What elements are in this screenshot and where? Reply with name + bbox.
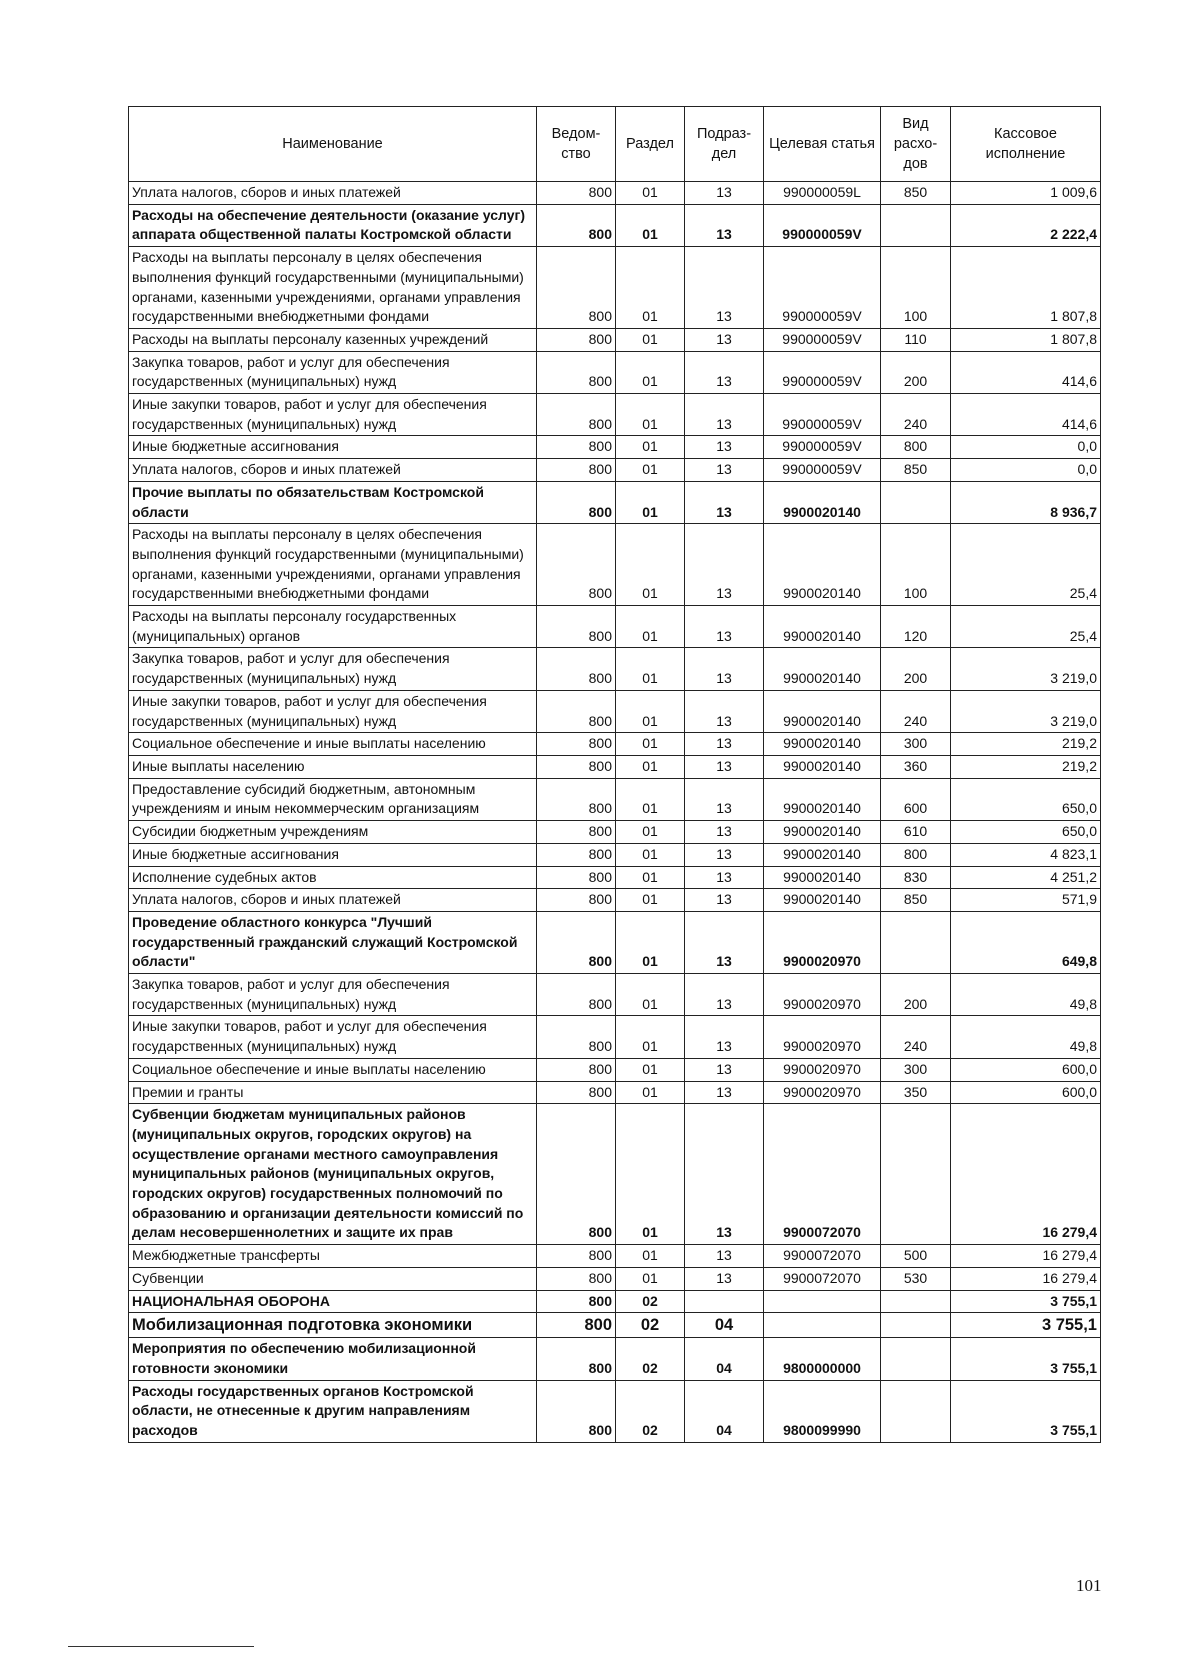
cell-kassovoe-ispolnenie: 3 219,0: [951, 648, 1101, 690]
cell-celevaya-statya: 9900020970: [764, 1058, 881, 1081]
cell-celevaya-statya: 9900020140: [764, 481, 881, 523]
table-body: [129, 182, 1101, 1443]
cell-celevaya-statya: 990000059V: [764, 328, 881, 351]
cell-kassovoe-ispolnenie: 650,0: [951, 821, 1101, 844]
cell-razdel: 01: [616, 843, 685, 866]
cell-kassovoe-ispolnenie: 650,0: [951, 778, 1101, 820]
table-row: [129, 481, 1101, 523]
table-row: [129, 1104, 1101, 1245]
cell-podrazdel: 13: [685, 459, 764, 482]
cell-kassovoe-ispolnenie: 0,0: [951, 459, 1101, 482]
cell-celevaya-statya: 9900020140: [764, 821, 881, 844]
cell-vid-rashodov: 850: [881, 182, 951, 205]
cell-kassovoe-ispolnenie: 8 936,7: [951, 481, 1101, 523]
cell-vedomstvo: 800: [537, 1338, 616, 1380]
cell-razdel: 01: [616, 1104, 685, 1245]
cell-vid-rashodov: [881, 1313, 951, 1338]
cell-vedomstvo: 800: [537, 247, 616, 329]
table-row: [129, 866, 1101, 889]
cell-celevaya-statya: 9900020140: [764, 843, 881, 866]
cell-vid-rashodov: 800: [881, 436, 951, 459]
table-row: [129, 1313, 1101, 1338]
cell-vid-rashodov: 500: [881, 1245, 951, 1268]
cell-vid-rashodov: 350: [881, 1081, 951, 1104]
cell-celevaya-statya: 990000059L: [764, 182, 881, 205]
table-row: [129, 247, 1101, 329]
cell-name: Расходы на выплаты персоналу казенных учреждений: [129, 328, 537, 351]
cell-razdel: 01: [616, 247, 685, 329]
table-row: [129, 1245, 1101, 1268]
cell-razdel: 01: [616, 866, 685, 889]
cell-name: Расходы на выплаты персоналу в целях обеспечения выполнения функций государственными (муниципальными) органами, казенными учреждениями, органами управления государственными внебюджетными фондами: [129, 247, 537, 329]
cell-celevaya-statya: 9900020970: [764, 1016, 881, 1058]
cell-vedomstvo: 800: [537, 1058, 616, 1081]
cell-podrazdel: 13: [685, 1267, 764, 1290]
table-row: [129, 1290, 1101, 1313]
cell-vedomstvo: 800: [537, 481, 616, 523]
cell-vedomstvo: 800: [537, 648, 616, 690]
cell-name: Расходы на выплаты персоналу государственных (муниципальных) органов: [129, 606, 537, 648]
cell-vid-rashodov: 600: [881, 778, 951, 820]
cell-podrazdel: 13: [685, 394, 764, 436]
cell-razdel: 01: [616, 328, 685, 351]
cell-razdel: 01: [616, 648, 685, 690]
cell-podrazdel: 13: [685, 778, 764, 820]
cell-vid-rashodov: 830: [881, 866, 951, 889]
cell-celevaya-statya: 9900020970: [764, 974, 881, 1016]
cell-razdel: 01: [616, 733, 685, 756]
cell-vedomstvo: 800: [537, 436, 616, 459]
cell-vedomstvo: 800: [537, 1290, 616, 1313]
table-row: [129, 648, 1101, 690]
table-row: [129, 436, 1101, 459]
footnote-divider: [68, 1646, 254, 1647]
table-row: [129, 843, 1101, 866]
table-row: [129, 911, 1101, 973]
cell-podrazdel: 13: [685, 843, 764, 866]
table-row: [129, 1081, 1101, 1104]
cell-razdel: 01: [616, 204, 685, 246]
table-row: [129, 889, 1101, 912]
cell-vedomstvo: 800: [537, 733, 616, 756]
cell-vid-rashodov: 850: [881, 459, 951, 482]
cell-razdel: 01: [616, 821, 685, 844]
cell-kassovoe-ispolnenie: 25,4: [951, 524, 1101, 606]
cell-name: Субвенции бюджетам муниципальных районов (муниципальных округов, городских округов) на осуществление органами местного самоуправления муниципальных районов (муниципальных округов, городских округов) государственных полномочий по образованию и организации деятельности комиссий по делам несовершеннолетних и защите их прав: [129, 1104, 537, 1245]
cell-vid-rashodov: [881, 1338, 951, 1380]
cell-podrazdel: 13: [685, 911, 764, 973]
cell-podrazdel: 13: [685, 606, 764, 648]
table-row: [129, 974, 1101, 1016]
table-row: [129, 1058, 1101, 1081]
cell-kassovoe-ispolnenie: 16 279,4: [951, 1245, 1101, 1268]
cell-vedomstvo: 800: [537, 182, 616, 205]
cell-podrazdel: 13: [685, 328, 764, 351]
cell-kassovoe-ispolnenie: 1 009,6: [951, 182, 1101, 205]
cell-vid-rashodov: [881, 1380, 951, 1442]
cell-razdel: 01: [616, 1267, 685, 1290]
cell-podrazdel: 13: [685, 1245, 764, 1268]
cell-name: Мероприятия по обеспечению мобилизационной готовности экономики: [129, 1338, 537, 1380]
cell-kassovoe-ispolnenie: 600,0: [951, 1081, 1101, 1104]
cell-kassovoe-ispolnenie: 3 755,1: [951, 1290, 1101, 1313]
cell-vid-rashodov: [881, 1104, 951, 1245]
cell-name: Социальное обеспечение и иные выплаты населению: [129, 733, 537, 756]
cell-name: Иные закупки товаров, работ и услуг для обеспечения государственных (муниципальных) нужд: [129, 394, 537, 436]
cell-name: Проведение областного конкурса "Лучший государственный гражданский служащий Костромской области": [129, 911, 537, 973]
budget-table: [128, 106, 1101, 1443]
cell-kassovoe-ispolnenie: 1 807,8: [951, 328, 1101, 351]
cell-vid-rashodov: 200: [881, 351, 951, 393]
cell-name: Иные закупки товаров, работ и услуг для обеспечения государственных (муниципальных) нужд: [129, 690, 537, 732]
cell-name: Межбюджетные трансферты: [129, 1245, 537, 1268]
cell-celevaya-statya: 9900020140: [764, 889, 881, 912]
cell-razdel: 01: [616, 481, 685, 523]
cell-vid-rashodov: 240: [881, 690, 951, 732]
table-row: [129, 821, 1101, 844]
cell-vedomstvo: 800: [537, 866, 616, 889]
cell-vid-rashodov: [881, 481, 951, 523]
cell-celevaya-statya: 9900020140: [764, 755, 881, 778]
cell-vedomstvo: 800: [537, 821, 616, 844]
cell-celevaya-statya: 9900020140: [764, 524, 881, 606]
cell-vid-rashodov: 100: [881, 247, 951, 329]
cell-podrazdel: 13: [685, 182, 764, 205]
cell-vedomstvo: 800: [537, 889, 616, 912]
cell-vid-rashodov: 300: [881, 1058, 951, 1081]
cell-celevaya-statya: 9900072070: [764, 1245, 881, 1268]
cell-podrazdel: 13: [685, 1016, 764, 1058]
cell-podrazdel: 13: [685, 1104, 764, 1245]
table-row: [129, 328, 1101, 351]
cell-vedomstvo: 800: [537, 974, 616, 1016]
table-row: [129, 1016, 1101, 1058]
cell-celevaya-statya: 9900020140: [764, 648, 881, 690]
cell-podrazdel: 13: [685, 866, 764, 889]
cell-vedomstvo: 800: [537, 606, 616, 648]
col-header-podrazdel: Подраз-дел: [685, 107, 764, 182]
cell-celevaya-statya: 9900020140: [764, 606, 881, 648]
cell-podrazdel: 13: [685, 755, 764, 778]
cell-name: НАЦИОНАЛЬНАЯ ОБОРОНА: [129, 1290, 537, 1313]
cell-vid-rashodov: [881, 204, 951, 246]
cell-vid-rashodov: 200: [881, 648, 951, 690]
cell-celevaya-statya: 990000059V: [764, 351, 881, 393]
cell-vid-rashodov: [881, 1290, 951, 1313]
cell-vedomstvo: 800: [537, 1081, 616, 1104]
table-row: [129, 690, 1101, 732]
table-row: [129, 755, 1101, 778]
table-row: [129, 733, 1101, 756]
table-row: [129, 351, 1101, 393]
cell-kassovoe-ispolnenie: 0,0: [951, 436, 1101, 459]
cell-razdel: 01: [616, 1016, 685, 1058]
cell-name: Закупка товаров, работ и услуг для обеспечения государственных (муниципальных) нужд: [129, 351, 537, 393]
cell-razdel: 01: [616, 974, 685, 1016]
table-row: [129, 778, 1101, 820]
table-row: [129, 524, 1101, 606]
cell-celevaya-statya: 9800099990: [764, 1380, 881, 1442]
cell-podrazdel: 13: [685, 351, 764, 393]
cell-name: Прочие выплаты по обязательствам Костромской области: [129, 481, 537, 523]
cell-celevaya-statya: 990000059V: [764, 247, 881, 329]
col-header-name: Наименование: [129, 107, 537, 182]
cell-podrazdel: 13: [685, 204, 764, 246]
cell-kassovoe-ispolnenie: 16 279,4: [951, 1104, 1101, 1245]
cell-celevaya-statya: 9900020140: [764, 690, 881, 732]
cell-kassovoe-ispolnenie: 3 219,0: [951, 690, 1101, 732]
cell-name: Иные выплаты населению: [129, 755, 537, 778]
cell-celevaya-statya: 990000059V: [764, 204, 881, 246]
cell-celevaya-statya: 9900020140: [764, 866, 881, 889]
cell-razdel: 02: [616, 1313, 685, 1338]
col-header-kassovoe-ispolnenie: Кассовое исполнение: [951, 107, 1101, 182]
cell-kassovoe-ispolnenie: 219,2: [951, 755, 1101, 778]
cell-kassovoe-ispolnenie: 414,6: [951, 394, 1101, 436]
cell-name: Иные бюджетные ассигнования: [129, 843, 537, 866]
cell-podrazdel: 13: [685, 690, 764, 732]
cell-name: Мобилизационная подготовка экономики: [129, 1313, 537, 1338]
cell-razdel: 01: [616, 778, 685, 820]
cell-razdel: 01: [616, 182, 685, 205]
cell-vedomstvo: 800: [537, 1016, 616, 1058]
cell-celevaya-statya: 990000059V: [764, 459, 881, 482]
cell-razdel: 01: [616, 889, 685, 912]
cell-razdel: 02: [616, 1290, 685, 1313]
cell-name: Предоставление субсидий бюджетным, автономным учреждениям и иным некоммерческим организациям: [129, 778, 537, 820]
cell-vedomstvo: 800: [537, 911, 616, 973]
cell-vedomstvo: 800: [537, 1104, 616, 1245]
cell-podrazdel: 13: [685, 648, 764, 690]
cell-razdel: 01: [616, 459, 685, 482]
cell-podrazdel: 13: [685, 821, 764, 844]
table-row: [129, 1380, 1101, 1442]
cell-razdel: 01: [616, 351, 685, 393]
cell-vedomstvo: 800: [537, 1380, 616, 1442]
cell-razdel: 01: [616, 1081, 685, 1104]
col-header-razdel: Раздел: [616, 107, 685, 182]
cell-vedomstvo: 800: [537, 778, 616, 820]
cell-vid-rashodov: [881, 911, 951, 973]
cell-kassovoe-ispolnenie: 3 755,1: [951, 1380, 1101, 1442]
cell-vid-rashodov: 240: [881, 1016, 951, 1058]
cell-vid-rashodov: 850: [881, 889, 951, 912]
table-row: [129, 459, 1101, 482]
cell-name: Субвенции: [129, 1267, 537, 1290]
cell-podrazdel: 13: [685, 247, 764, 329]
cell-razdel: 02: [616, 1380, 685, 1442]
cell-vid-rashodov: 610: [881, 821, 951, 844]
cell-name: Иные бюджетные ассигнования: [129, 436, 537, 459]
cell-podrazdel: 13: [685, 733, 764, 756]
cell-name: Расходы государственных органов Костромской области, не отнесенные к другим направлениям расходов: [129, 1380, 537, 1442]
cell-celevaya-statya: 9900072070: [764, 1267, 881, 1290]
cell-kassovoe-ispolnenie: 219,2: [951, 733, 1101, 756]
cell-vedomstvo: 800: [537, 459, 616, 482]
cell-name: Уплата налогов, сборов и иных платежей: [129, 459, 537, 482]
cell-name: Исполнение судебных актов: [129, 866, 537, 889]
cell-razdel: 01: [616, 436, 685, 459]
cell-vid-rashodov: 240: [881, 394, 951, 436]
col-header-celevaya-statya: Целевая статья: [764, 107, 881, 182]
cell-celevaya-statya: 990000059V: [764, 394, 881, 436]
cell-kassovoe-ispolnenie: 3 755,1: [951, 1338, 1101, 1380]
cell-kassovoe-ispolnenie: 25,4: [951, 606, 1101, 648]
cell-name: Закупка товаров, работ и услуг для обеспечения государственных (муниципальных) нужд: [129, 648, 537, 690]
cell-kassovoe-ispolnenie: 4 251,2: [951, 866, 1101, 889]
cell-vedomstvo: 800: [537, 690, 616, 732]
cell-name: Иные закупки товаров, работ и услуг для обеспечения государственных (муниципальных) нужд: [129, 1016, 537, 1058]
cell-kassovoe-ispolnenie: 4 823,1: [951, 843, 1101, 866]
cell-vedomstvo: 800: [537, 755, 616, 778]
cell-name: Закупка товаров, работ и услуг для обеспечения государственных (муниципальных) нужд: [129, 974, 537, 1016]
cell-celevaya-statya: 9900020140: [764, 778, 881, 820]
cell-podrazdel: 13: [685, 974, 764, 1016]
cell-kassovoe-ispolnenie: 2 222,4: [951, 204, 1101, 246]
cell-vedomstvo: 800: [537, 1313, 616, 1338]
cell-podrazdel: 04: [685, 1313, 764, 1338]
cell-vid-rashodov: 110: [881, 328, 951, 351]
cell-vid-rashodov: 200: [881, 974, 951, 1016]
cell-vid-rashodov: 800: [881, 843, 951, 866]
cell-name: Премии и гранты: [129, 1081, 537, 1104]
cell-podrazdel: 04: [685, 1380, 764, 1442]
cell-kassovoe-ispolnenie: 49,8: [951, 1016, 1101, 1058]
cell-podrazdel: 13: [685, 1081, 764, 1104]
cell-razdel: 01: [616, 755, 685, 778]
cell-celevaya-statya: 9900020970: [764, 1081, 881, 1104]
table-row: [129, 1338, 1101, 1380]
cell-vedomstvo: 800: [537, 204, 616, 246]
cell-vid-rashodov: 300: [881, 733, 951, 756]
cell-vid-rashodov: 530: [881, 1267, 951, 1290]
cell-kassovoe-ispolnenie: 3 755,1: [951, 1313, 1101, 1338]
table-header-row: [129, 107, 1101, 182]
cell-razdel: 01: [616, 394, 685, 436]
cell-razdel: 01: [616, 911, 685, 973]
cell-celevaya-statya: [764, 1290, 881, 1313]
cell-kassovoe-ispolnenie: 49,8: [951, 974, 1101, 1016]
table-row: [129, 204, 1101, 246]
cell-celevaya-statya: 990000059V: [764, 436, 881, 459]
cell-vedomstvo: 800: [537, 394, 616, 436]
col-header-vid-rashodov: Вид расхо-дов: [881, 107, 951, 182]
table-row: [129, 1267, 1101, 1290]
cell-name: Социальное обеспечение и иные выплаты населению: [129, 1058, 537, 1081]
cell-name: Расходы на обеспечение деятельности (оказание услуг) аппарата общественной палаты Костромской области: [129, 204, 537, 246]
cell-razdel: 01: [616, 606, 685, 648]
cell-vedomstvo: 800: [537, 1267, 616, 1290]
cell-vedomstvo: 800: [537, 1245, 616, 1268]
cell-razdel: 01: [616, 1245, 685, 1268]
cell-vid-rashodov: 360: [881, 755, 951, 778]
col-header-vedomstvo: Ведом-ство: [537, 107, 616, 182]
page-number: 101: [1076, 1576, 1102, 1595]
cell-podrazdel: 13: [685, 524, 764, 606]
cell-vedomstvo: 800: [537, 328, 616, 351]
cell-celevaya-statya: 9900020140: [764, 733, 881, 756]
cell-podrazdel: [685, 1290, 764, 1313]
cell-name: Уплата налогов, сборов и иных платежей: [129, 182, 537, 205]
cell-razdel: 01: [616, 690, 685, 732]
table-row: [129, 394, 1101, 436]
cell-podrazdel: 13: [685, 889, 764, 912]
cell-kassovoe-ispolnenie: 649,8: [951, 911, 1101, 973]
cell-kassovoe-ispolnenie: 571,9: [951, 889, 1101, 912]
cell-podrazdel: 04: [685, 1338, 764, 1380]
cell-name: Субсидии бюджетным учреждениям: [129, 821, 537, 844]
cell-vid-rashodov: 100: [881, 524, 951, 606]
cell-razdel: 01: [616, 1058, 685, 1081]
cell-podrazdel: 13: [685, 1058, 764, 1081]
cell-celevaya-statya: 9800000000: [764, 1338, 881, 1380]
cell-razdel: 01: [616, 524, 685, 606]
cell-razdel: 02: [616, 1338, 685, 1380]
cell-name: Расходы на выплаты персоналу в целях обеспечения выполнения функций государственными (муниципальными) органами, казенными учреждениями, органами управления государственными внебюджетными фондами: [129, 524, 537, 606]
cell-kassovoe-ispolnenie: 1 807,8: [951, 247, 1101, 329]
cell-kassovoe-ispolnenie: 414,6: [951, 351, 1101, 393]
cell-vedomstvo: 800: [537, 524, 616, 606]
cell-celevaya-statya: 9900020970: [764, 911, 881, 973]
cell-vedomstvo: 800: [537, 351, 616, 393]
table-row: [129, 606, 1101, 648]
cell-podrazdel: 13: [685, 436, 764, 459]
cell-celevaya-statya: [764, 1313, 881, 1338]
table-row: [129, 182, 1101, 205]
cell-celevaya-statya: 9900072070: [764, 1104, 881, 1245]
cell-kassovoe-ispolnenie: 16 279,4: [951, 1267, 1101, 1290]
cell-kassovoe-ispolnenie: 600,0: [951, 1058, 1101, 1081]
cell-name: Уплата налогов, сборов и иных платежей: [129, 889, 537, 912]
cell-podrazdel: 13: [685, 481, 764, 523]
cell-vedomstvo: 800: [537, 843, 616, 866]
cell-vid-rashodov: 120: [881, 606, 951, 648]
